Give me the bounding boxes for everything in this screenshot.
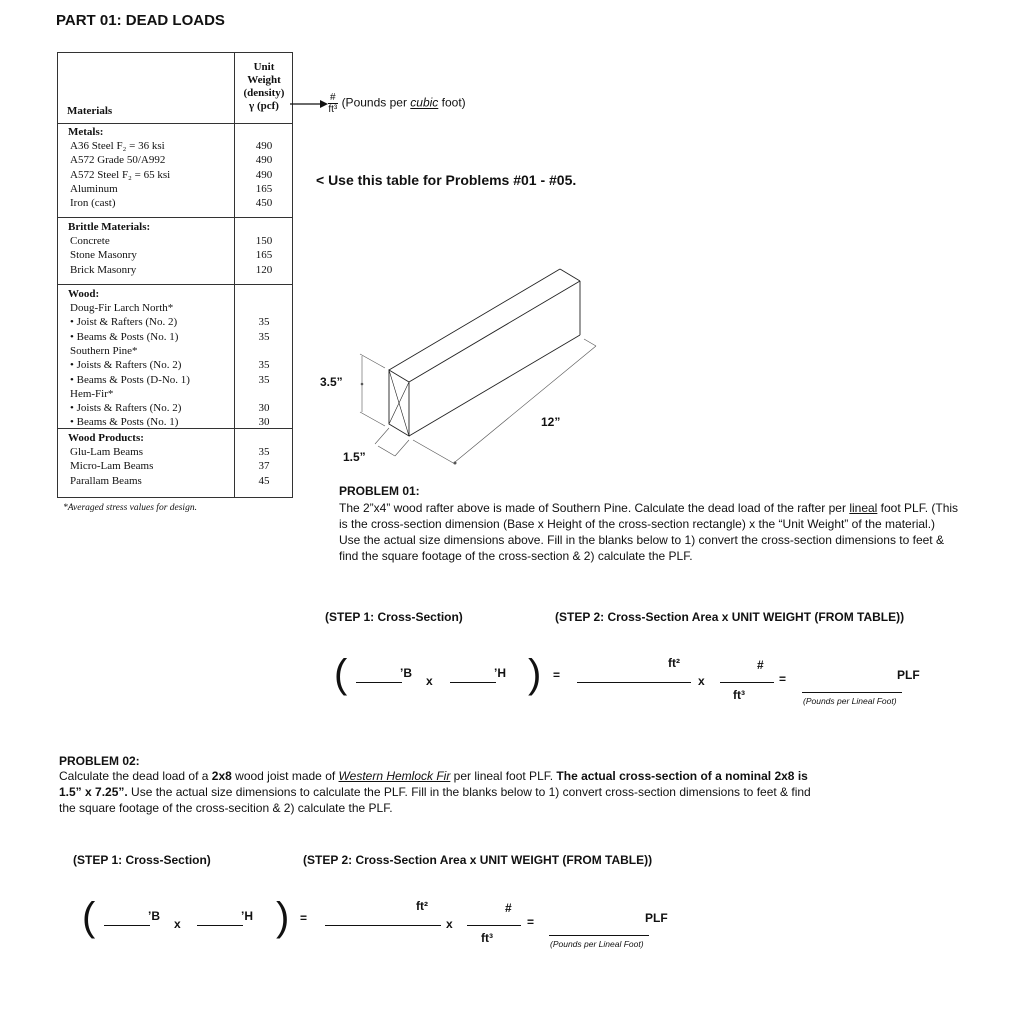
unit-weight-value: 490 (255, 168, 273, 181)
material-name: Glu-Lam Beams (70, 446, 144, 458)
unit-weight-value: 37 (258, 460, 270, 473)
dimension-lines (360, 339, 596, 464)
p2-step1-label: (STEP 1: Cross-Section) (73, 853, 211, 867)
unit-weight-value: 30 (258, 416, 270, 429)
group-title: Brittle Materials: (68, 221, 151, 233)
p1-unit-weight-input[interactable] (720, 668, 774, 683)
material-name: • Beams & Posts (No. 1) (70, 416, 179, 429)
close-paren: ) (276, 895, 290, 939)
table-row (58, 139, 292, 153)
problem-01-text (339, 500, 959, 564)
table-footnote: *Averaged stress values for design. (63, 503, 197, 513)
table-group (58, 218, 292, 285)
table-group (58, 285, 292, 429)
material-name: Aluminum (70, 182, 118, 195)
p1-area-input[interactable] (577, 668, 691, 683)
unit-weight-value: 35 (258, 330, 270, 343)
table-group (58, 123, 292, 218)
equals-sign: = (300, 911, 308, 925)
base-unit-label: ’B (400, 666, 412, 680)
arrow-icon (290, 95, 330, 115)
p2-text-actual: The actual cross-section of a nominal 2x8 is 1.5” x 7.25”. (59, 769, 808, 799)
ft3-label: ft³ (481, 931, 493, 945)
problem-01-title: PROBLEM 01: (339, 484, 420, 498)
unit-weight-value: 490 (255, 154, 273, 167)
table-header (58, 53, 292, 124)
header-unit-line: γ (pcf) (249, 100, 279, 112)
table-row (58, 301, 292, 315)
p1-height-input[interactable] (450, 668, 496, 683)
table-row (58, 153, 292, 167)
unit-weight-value: 35 (258, 359, 270, 372)
plf-label: PLF (645, 911, 668, 925)
header-unit-line: Unit (253, 61, 275, 73)
header-materials: Materials (67, 105, 113, 117)
p1-plf-input[interactable] (802, 678, 902, 693)
p2-text-species: Western Hemlock Fir (338, 769, 451, 783)
unit-weight-value: 35 (258, 373, 270, 386)
p2-step2-label: (STEP 2: Cross-Section Area x UNIT WEIGHT (FROM TABLE)) (303, 853, 653, 867)
unit-weight-value: 120 (255, 263, 273, 276)
table-row (58, 474, 292, 488)
material-name: A36 Steel F₂ = 36 ksi (70, 140, 165, 152)
times-sign: x (426, 674, 433, 688)
material-name: Stone Masonry (70, 249, 137, 262)
hash-label: # (757, 658, 764, 672)
equals-sign: = (527, 915, 535, 929)
rafter-box (389, 269, 580, 436)
material-name: Doug-Fir Larch North* (70, 302, 174, 314)
p1-step2-label: (STEP 2: Cross-Section Area x UNIT WEIGHT (FROM TABLE)) (555, 610, 905, 624)
equals-sign: = (553, 668, 561, 682)
table-row (58, 415, 292, 429)
header-unit-weight (234, 61, 294, 113)
p1-text-a: The 2”x4” wood rafter above is made of Southern Pine. Calculate the dead load of the rafter per (339, 501, 850, 515)
table-row (58, 263, 292, 277)
material-name: Brick Masonry (70, 263, 137, 276)
material-name: Parallam Beams (70, 474, 142, 487)
height-unit-label: ’H (241, 909, 253, 923)
ft3-label: ft³ (733, 688, 745, 702)
units-denominator: ft³ (328, 104, 338, 115)
units-numerator: # (330, 92, 336, 103)
unit-weight-value: 35 (258, 316, 270, 329)
plf-label: PLF (897, 668, 920, 682)
header-unit-line: Weight (247, 74, 281, 86)
p2-height-input[interactable] (197, 911, 243, 926)
instruction-text: < Use this table for Problems #01 - #05. (316, 172, 577, 188)
units-text: (Pounds per (341, 95, 411, 110)
table-row (58, 182, 292, 196)
table-row (58, 445, 292, 459)
page-title: PART 01: DEAD LOADS (56, 12, 225, 29)
p2-plf-input[interactable] (549, 921, 649, 936)
material-name: • Joist & Rafters (No. 2) (70, 316, 178, 329)
p2-text-c: per lineal foot PLF. (450, 769, 557, 783)
table-row (58, 330, 292, 344)
p2-text-2x8: 2x8 (211, 769, 232, 783)
p2-equation (0, 893, 1024, 963)
units-text-end: foot) (438, 95, 466, 110)
p1-base-input[interactable] (356, 668, 402, 683)
plf-note: (Pounds per Lineal Foot) (550, 939, 644, 949)
times-sign: x (174, 917, 181, 931)
table-row (58, 234, 292, 248)
unit-weight-table (57, 52, 293, 498)
group-title: Wood: (68, 288, 100, 300)
units-note (328, 92, 466, 115)
table-row (58, 358, 292, 372)
table-row (58, 401, 292, 415)
rafter-diagram (340, 260, 600, 470)
p2-unit-weight-input[interactable] (467, 911, 521, 926)
p1-step1-label: (STEP 1: Cross-Section) (325, 610, 463, 624)
material-name: Concrete (70, 235, 110, 247)
p2-text-b: wood joist made of (231, 769, 339, 783)
length-label: 12” (541, 415, 561, 429)
width-label: 1.5” (343, 450, 366, 464)
material-name: A572 Grade 50/A992 (70, 154, 166, 167)
unit-weight-value: 45 (258, 474, 270, 487)
p1-text-b: foot PLF. (This is the cross-section dimension (Base x Height of the cross-section rectangle) x the “Unit Weight” of the material.) Use the actual size dimensions above. Fill in the blanks below to 1) convert the cross-section dimensions to feet & find the square footage of the cross-section & 2) calculate the PLF. (339, 501, 959, 563)
base-unit-label: ’B (148, 909, 160, 923)
table-group (58, 429, 292, 499)
ft2-label: ft² (416, 899, 428, 913)
units-text-cubic: cubic (410, 95, 439, 110)
group-title: Metals: (68, 126, 104, 138)
unit-weight-value: 165 (255, 182, 273, 195)
unit-weight-value: 490 (255, 140, 273, 152)
table-row (58, 344, 292, 358)
table-row (58, 315, 292, 329)
p2-text-d: Use the actual size dimensions to calculate the PLF. Fill in the blanks below to 1) convert cross-section dimensions to feet & find the square footage of the cross-secition & 2) calculate the PLF. (59, 785, 811, 815)
problem-02-text (59, 768, 819, 816)
height-label: 3.5” (320, 375, 343, 389)
unit-weight-value: 450 (255, 197, 273, 210)
group-title: Wood Products: (68, 432, 144, 444)
close-paren: ) (528, 652, 542, 696)
height-unit-label: ’H (494, 666, 506, 680)
problem-02-title: PROBLEM 02: (59, 754, 140, 768)
p2-text-a: Calculate the dead load of a (59, 769, 212, 783)
ft2-label: ft² (668, 656, 680, 670)
header-unit-line: (density) (243, 87, 285, 99)
p2-base-input[interactable] (104, 911, 150, 926)
table-row (58, 459, 292, 473)
plf-note: (Pounds per Lineal Foot) (803, 696, 897, 706)
unit-weight-value: 165 (255, 249, 273, 262)
material-name: A572 Steel F₂ = 65 ksi (70, 168, 171, 181)
table-row (58, 196, 292, 210)
table-row (58, 387, 292, 401)
material-name: • Joists & Rafters (No. 2) (70, 402, 182, 415)
p1-text-lineal: lineal (849, 501, 878, 515)
unit-weight-value: 150 (255, 235, 273, 247)
units-fraction (328, 92, 338, 115)
material-name: Micro-Lam Beams (70, 460, 154, 473)
hash-label: # (505, 901, 512, 915)
unit-weight-value: 30 (258, 402, 270, 415)
material-name: Southern Pine* (70, 344, 138, 357)
table-row (58, 168, 292, 182)
open-paren: ( (334, 652, 348, 696)
equals-sign: = (779, 672, 787, 686)
table-row (58, 373, 292, 387)
times-sign: x (446, 917, 453, 931)
material-name: Iron (cast) (70, 197, 116, 210)
material-name: • Joists & Rafters (No. 2) (70, 359, 182, 372)
unit-weight-value: 35 (258, 446, 270, 458)
p2-area-input[interactable] (325, 911, 441, 926)
material-name: • Beams & Posts (No. 1) (70, 330, 179, 343)
table-row (58, 248, 292, 262)
p1-equation (0, 650, 1024, 720)
open-paren: ( (82, 895, 96, 939)
material-name: Hem-Fir* (70, 387, 114, 400)
times-sign: x (698, 674, 705, 688)
material-name: • Beams & Posts (D-No. 1) (70, 373, 190, 386)
